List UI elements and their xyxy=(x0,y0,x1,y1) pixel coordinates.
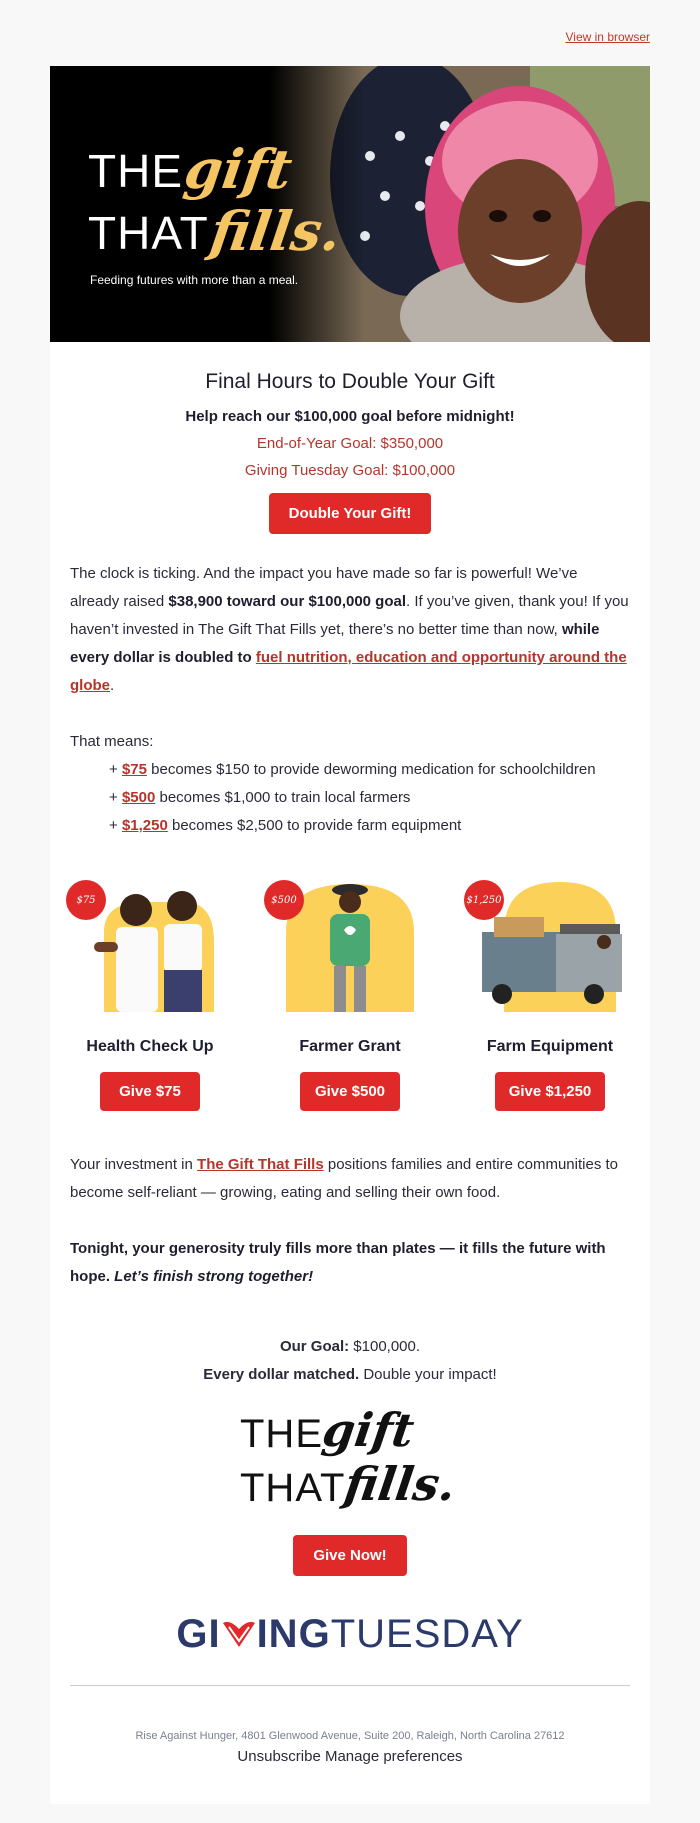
footer-links xyxy=(50,1748,650,1765)
students-photo xyxy=(64,872,236,1012)
give-500-button[interactable]: Give $500 xyxy=(300,1072,400,1111)
our-goal-line xyxy=(50,1333,650,1361)
heart-v-icon xyxy=(221,1619,257,1649)
body-paragraph-2 xyxy=(50,1151,650,1207)
footer-divider xyxy=(70,1685,630,1686)
body-paragraph-3 xyxy=(50,1235,650,1291)
body-paragraph-1 xyxy=(50,560,650,700)
amount-1250-link[interactable]: $1,250 xyxy=(121,817,168,834)
p2-text-a: Your investment in xyxy=(70,1156,198,1173)
gt-part1: GI xyxy=(176,1612,221,1656)
list-prefix: + xyxy=(109,789,122,806)
list-item-text: becomes $1,000 to train local farmers xyxy=(155,789,411,806)
give-75-button[interactable]: Give $75 xyxy=(100,1072,200,1111)
give-now-wrap xyxy=(50,1535,650,1576)
intro-section xyxy=(50,370,650,534)
tile-health-check-up xyxy=(64,872,236,1111)
logo-the: THE xyxy=(240,1412,323,1456)
list-prefix: + xyxy=(109,761,122,778)
gt-part3: TUESDAY xyxy=(330,1612,524,1656)
fuel-nutrition-link[interactable]: fuel nutrition, education and opportunity around the globe xyxy=(70,649,627,694)
badge-1250: $1,250 xyxy=(464,880,504,920)
amount-500-link[interactable]: $500 xyxy=(121,789,156,806)
goal-subhead: Help reach our $100,000 goal before midnight! xyxy=(185,408,515,425)
badge-75: $75 xyxy=(66,880,106,920)
p3-bold: Tonight, your generosity truly fills more than plates — it fills the future with hope. xyxy=(70,1240,606,1285)
hero-title-gift: gift xyxy=(180,137,296,201)
tile-title-equipment: Farm Equipment xyxy=(486,1038,614,1055)
p1-text-a: The clock is ticking. And the impact you have made so far is powerful! We’ve already raised xyxy=(70,565,578,610)
gift-that-fills-link[interactable]: The Gift That Fills xyxy=(197,1156,324,1173)
footer-address: Rise Against Hunger, 4801 Glenwood Avenue, Suite 200, Raleigh, North Carolina 27612 xyxy=(135,1730,565,1742)
giving-tuesday-logo xyxy=(50,1612,650,1657)
list-item xyxy=(109,784,650,812)
match-line xyxy=(50,1361,650,1389)
match-label: Every dollar matched. xyxy=(203,1366,360,1383)
view-in-browser-link[interactable]: View in browser xyxy=(565,30,650,44)
p2-text-b: positions families and entire communities to become self-reliant — growing, eating and selling their own food. xyxy=(70,1156,619,1201)
email-card xyxy=(50,66,650,1804)
give-now-button[interactable]: Give Now! xyxy=(293,1535,406,1576)
list-item-text: becomes $2,500 to provide farm equipment xyxy=(167,817,462,834)
hero-title-the: THE xyxy=(88,145,183,197)
logo-gift: gift xyxy=(319,1403,418,1457)
logo-that: THAT xyxy=(240,1466,346,1510)
top-bar xyxy=(0,0,700,66)
list-item xyxy=(109,756,650,784)
goal-value: $100,000. xyxy=(349,1338,421,1355)
list-prefix: + xyxy=(109,817,122,834)
tile-farmer-grant xyxy=(264,872,436,1111)
hero-banner xyxy=(50,66,650,342)
p1-period: . xyxy=(110,677,115,694)
p1-raised-amount: $38,900 toward our $100,000 goal xyxy=(168,593,407,610)
hero-tagline: Feeding futures with more than a meal. xyxy=(90,273,299,287)
farmer-photo xyxy=(264,872,436,1012)
goal-summary xyxy=(50,1333,650,1389)
give-1250-button[interactable]: Give $1,250 xyxy=(495,1072,606,1111)
goal-label: Our Goal: xyxy=(279,1338,350,1355)
hero-title xyxy=(88,132,388,263)
list-item-text: becomes $150 to provide deworming medication for schoolchildren xyxy=(146,761,596,778)
p3-italic: Let’s finish strong together! xyxy=(114,1268,314,1285)
amount-75-link[interactable]: $75 xyxy=(121,761,147,778)
p1-doubled-text: while every dollar is doubled to xyxy=(70,621,600,666)
tile-title-health: Health Check Up xyxy=(86,1038,214,1055)
that-means-label: That means: xyxy=(70,733,154,750)
impact-list xyxy=(50,756,650,840)
farm-equipment-photo xyxy=(464,872,636,1012)
giving-tuesday-goal: Giving Tuesday Goal: $100,000 xyxy=(244,462,456,479)
page-headline: Final Hours to Double Your Gift xyxy=(205,370,495,393)
gt-part2: ING xyxy=(256,1612,331,1656)
tile-title-farmer: Farmer Grant xyxy=(299,1038,401,1055)
unsubscribe-link[interactable]: Unsubscribe xyxy=(237,1748,321,1765)
double-your-gift-button[interactable]: Double Your Gift! xyxy=(269,493,431,534)
hero-title-that: THAT xyxy=(88,207,209,259)
logo-fills: fills. xyxy=(341,1457,460,1511)
end-of-year-goal: End-of-Year Goal: $350,000 xyxy=(256,435,444,452)
gift-that-fills-logo xyxy=(240,1403,460,1517)
manage-preferences-link[interactable]: Manage preferences xyxy=(324,1748,463,1765)
p1-text-c: . If you’ve given, thank you! If you haven’t invested in The Gift That Fills yet, there’s no better time than now, xyxy=(70,593,629,638)
tile-farm-equipment xyxy=(464,872,636,1111)
match-value: Double your impact! xyxy=(359,1366,497,1383)
donation-tiles xyxy=(50,872,650,1111)
hero-title-fills: fills. xyxy=(206,199,345,263)
badge-500: $500 xyxy=(264,880,304,920)
list-item xyxy=(109,812,650,840)
